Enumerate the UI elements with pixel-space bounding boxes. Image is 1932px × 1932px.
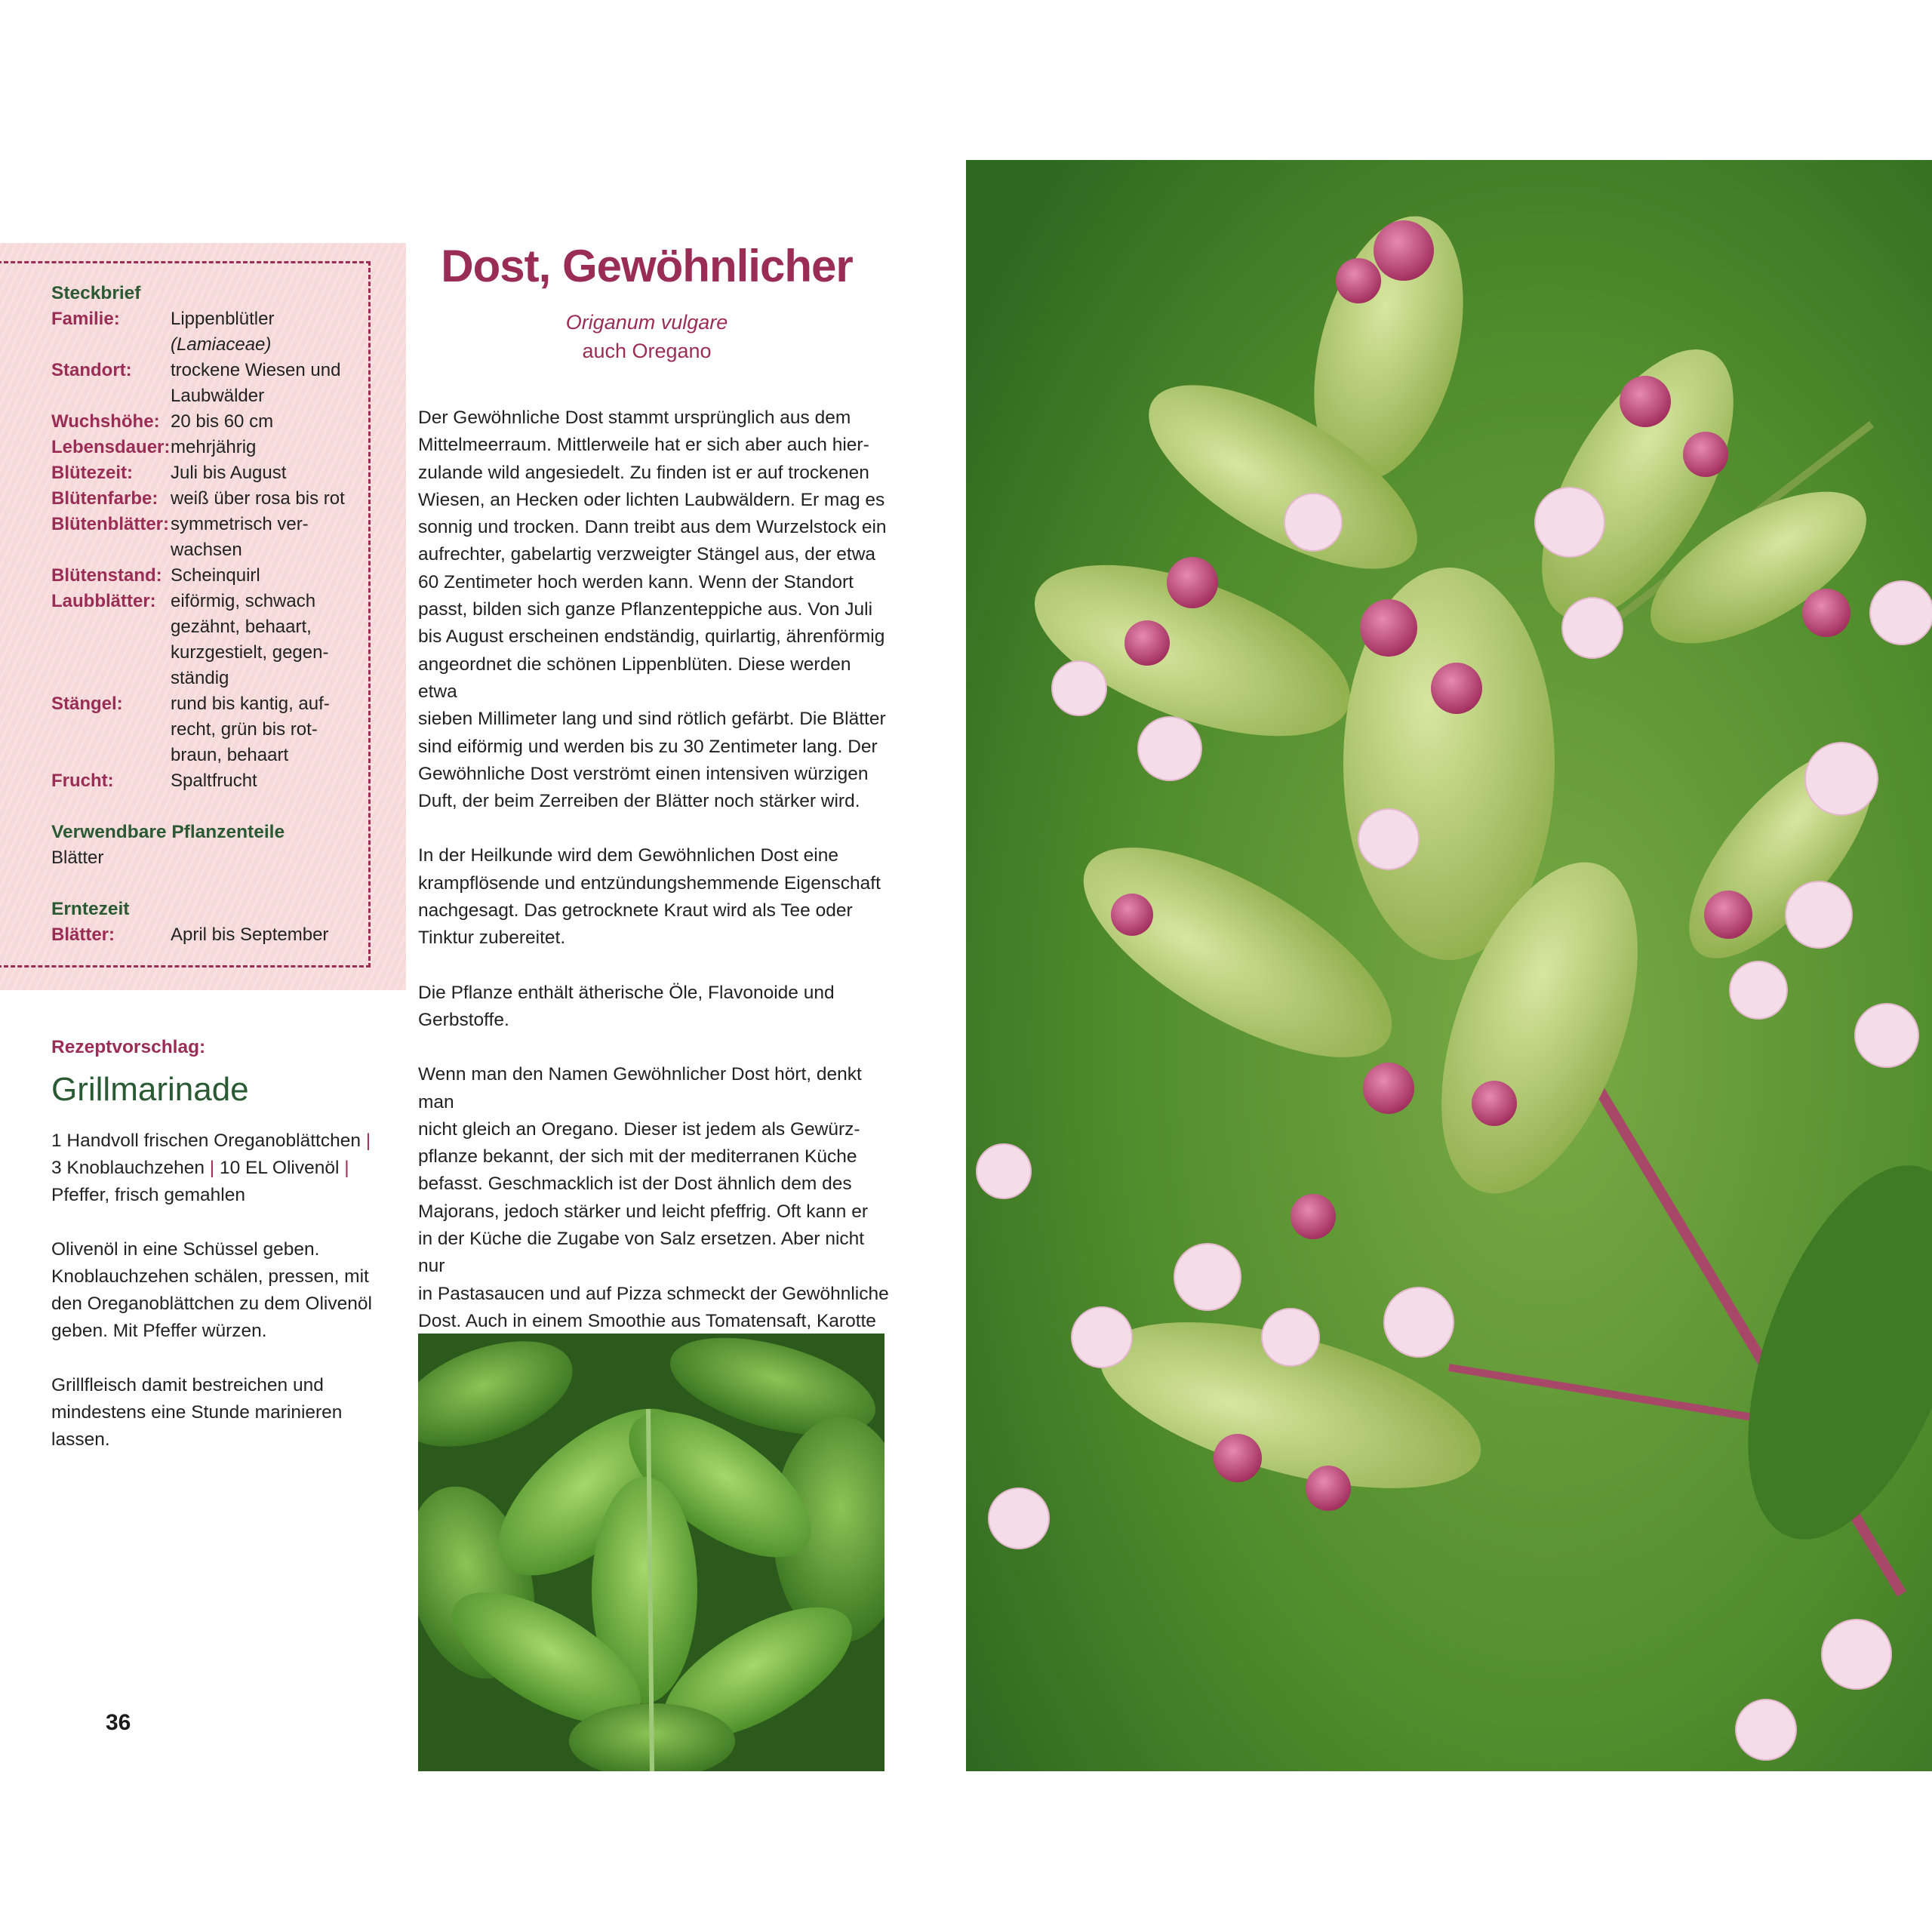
ingredient-olive-oil: 10 EL Olivenöl	[219, 1158, 340, 1178]
body-text	[418, 405, 894, 1417]
body-line: krampflösende und entzündungshemmende Eigenschaft	[418, 872, 881, 894]
fact-sheet-value-line: rund bis kantig, auf-	[171, 694, 330, 714]
fact-sheet-row	[51, 409, 368, 435]
fact-sheet-value-line: recht, grün bis rot-	[171, 719, 318, 740]
body-line: Die Pflanze enthält ätherische Öle, Flavonoide und	[418, 982, 835, 1003]
fact-sheet-value-line: 20 bis 60 cm	[171, 411, 274, 432]
harvest-title: Erntezeit	[51, 899, 130, 919]
recipe-label: Rezeptvorschlag:	[51, 1037, 206, 1057]
separator: |	[365, 1131, 371, 1151]
latin-name: Origanum vulgare	[565, 311, 728, 334]
body-line: befasst. Geschmacklich ist der Dost ähnlich dem des	[418, 1174, 852, 1195]
separator: |	[209, 1158, 215, 1178]
fact-sheet-row	[51, 306, 368, 358]
fact-sheet-value-line: gezähnt, behaart,	[171, 617, 312, 637]
fact-sheet-key: Familie:	[51, 309, 120, 329]
fact-sheet-value	[171, 691, 330, 768]
separator: |	[344, 1158, 349, 1178]
fact-sheet-key: Wuchshöhe:	[51, 411, 160, 432]
fact-sheet-value-line: trockene Wiesen und	[171, 360, 341, 380]
body-line: Majorans, jedoch stärker und leicht pfeffrig. Oft kann er	[418, 1201, 869, 1222]
fact-sheet-value	[171, 460, 286, 486]
body-line: passt, bilden sich ganze Pflanzenteppiche aus. Von Juli	[418, 599, 873, 620]
page-number: 36	[106, 1710, 131, 1735]
body-line: In der Heilkunde wird dem Gewöhnlichen Dost eine	[418, 845, 838, 866]
body-line: pflanze bekannt, der sich mit der mediterranen Küche	[418, 1146, 857, 1168]
fact-sheet-value	[171, 512, 309, 563]
body-line: Dost. Auch in einem Smoothie aus Tomatensaft, Karotte	[418, 1310, 876, 1331]
fact-sheet-value-line: Laubwälder	[171, 386, 265, 406]
oregano-leaves-photo	[418, 1334, 884, 1771]
fact-sheet-key: Laubblätter:	[51, 591, 156, 611]
body-line: Wenn man den Namen Gewöhnlicher Dost hört, denkt man	[418, 1064, 862, 1112]
body-line: bis August erscheinen endständig, quirlartig, ährenförmig	[418, 626, 885, 648]
recipe-title: Grillmarinade	[51, 1071, 249, 1108]
fact-sheet-value	[171, 435, 256, 460]
oregano-flower-photo	[966, 160, 1932, 1771]
fact-sheet-key: Lebensdauer:	[51, 437, 171, 457]
fact-sheet-key: Standort:	[51, 360, 132, 380]
fact-sheet-value-line: ständig	[171, 668, 229, 688]
fact-sheet-content	[51, 281, 368, 948]
harvest-row	[51, 922, 368, 948]
fact-sheet-rows	[51, 306, 368, 794]
fact-sheet-value-line: weiß über rosa bis rot	[171, 488, 345, 509]
fact-sheet-value	[171, 589, 328, 691]
recipe-step-1: Olivenöl in eine Schüssel geben. Knoblauchzehen schälen, pressen, mit den Oreganoblättchen zu dem Olivenöl geben. Mit Pfeffer würzen.	[51, 1239, 372, 1341]
fact-sheet-row	[51, 563, 368, 589]
body-line: Gerbstoffe.	[418, 1009, 509, 1030]
body-line: in der Küche die Zugabe von Salz ersetzen. Aber nicht nur	[418, 1229, 865, 1277]
flower-illustration	[966, 160, 1932, 1771]
paragraph-2	[418, 842, 894, 952]
ingredient-pepper: Pfeffer, frisch gemahlen	[51, 1185, 245, 1205]
body-line: sonnig und trocken. Dann treibt aus dem Wurzelstock ein	[418, 517, 887, 538]
alias-name: auch Oregano	[582, 340, 712, 362]
fact-sheet-value-line: Spaltfrucht	[171, 771, 257, 791]
ingredient-garlic: 3 Knoblauchzehen	[51, 1158, 205, 1178]
body-line: Duft, der beim Zerreiben der Blätter noch stärker wird.	[418, 791, 860, 812]
fact-sheet-row	[51, 589, 368, 691]
harvest-key: Blätter:	[51, 924, 115, 945]
fact-sheet-value-line: wachsen	[171, 540, 242, 560]
page-title: Dost, Gewöhnlicher	[441, 241, 853, 291]
ingredient-oregano: 1 Handvoll frischen Oreganoblättchen	[51, 1131, 361, 1151]
recipe-ingredients	[51, 1128, 383, 1209]
body-line: Wiesen, an Hecken oder lichten Laubwäldern. Er mag es	[418, 489, 885, 510]
fact-sheet-value-line: kurzgestielt, gegen-	[171, 642, 329, 663]
fact-sheet-value-line: (Lamiaceae)	[171, 334, 272, 355]
usable-parts-title: Verwendbare Pflanzenteile	[51, 822, 285, 842]
paragraph-1	[418, 405, 894, 815]
fact-sheet-key: Stängel:	[51, 694, 123, 714]
fact-sheet-value	[171, 409, 273, 435]
fact-sheet-value	[171, 358, 340, 409]
recipe-section	[51, 1034, 383, 1481]
body-line: Gewöhnliche Dost verströmt einen intensiven würzigen	[418, 763, 869, 784]
fact-sheet-title: Steckbrief	[51, 283, 141, 303]
harvest-value: April bis September	[171, 924, 329, 945]
paragraph-3	[418, 980, 894, 1035]
body-line: Tinktur zubereitet.	[418, 928, 566, 949]
fact-sheet-value	[171, 306, 274, 358]
fact-sheet-key: Blütenstand:	[51, 565, 162, 586]
fact-sheet-key: Blütezeit:	[51, 463, 133, 483]
body-line: Der Gewöhnliche Dost stammt ursprünglich aus dem	[418, 408, 851, 428]
body-line: nachgesagt. Das getrocknete Kraut wird als Tee oder	[418, 900, 853, 921]
fact-sheet-value-line: Scheinquirl	[171, 565, 260, 586]
leaves-illustration	[418, 1334, 884, 1771]
fact-sheet-row	[51, 460, 368, 486]
body-line: sieben Millimeter lang und sind rötlich gefärbt. Die Blätter	[418, 709, 886, 730]
fact-sheet-value	[171, 563, 260, 589]
fact-sheet-value-line: eiförmig, schwach	[171, 591, 316, 611]
fact-sheet-value-line: mehrjährig	[171, 437, 257, 457]
body-line: Mittelmeerraum. Mittlerweile hat er sich aber auch hier-	[418, 435, 869, 456]
usable-parts-value: Blätter	[51, 848, 104, 868]
fact-sheet-row	[51, 435, 368, 460]
fact-sheet-value-line: Juli bis August	[171, 463, 287, 483]
fact-sheet-key: Blütenblätter:	[51, 514, 169, 534]
fact-sheet-value-line: symmetrisch ver-	[171, 514, 309, 534]
fact-sheet-value	[171, 486, 345, 512]
recipe-step-2: Grillfleisch damit bestreichen und mindestens eine Stunde marinieren lassen.	[51, 1375, 343, 1450]
fact-sheet-key: Frucht:	[51, 771, 114, 791]
fact-sheet-row	[51, 486, 368, 512]
fact-sheet-row	[51, 691, 368, 768]
fact-sheet-key: Blütenfarbe:	[51, 488, 158, 509]
fact-sheet-value-line: braun, behaart	[171, 745, 289, 765]
fact-sheet-row	[51, 512, 368, 563]
fact-sheet-value-line: Lippenblütler	[171, 309, 275, 329]
body-line: nicht gleich an Oregano. Dieser ist jedem als Gewürz-	[418, 1118, 860, 1140]
body-line: zulande wild angesiedelt. Zu finden ist er auf trockenen	[418, 462, 869, 483]
fact-sheet-row	[51, 358, 368, 409]
body-line: in Pastasaucen und auf Pizza schmeckt der Gewöhnliche	[418, 1283, 889, 1304]
fact-sheet-value	[171, 768, 257, 794]
body-line: sind eiförmig und werden bis zu 30 Zentimeter lang. Der	[418, 736, 878, 757]
fact-sheet-row	[51, 768, 368, 794]
fact-sheet-box	[0, 243, 406, 990]
body-line: aufrechter, gabelartig verzweigter Stängel aus, der etwa	[418, 544, 876, 565]
body-line: 60 Zentimeter hoch werden kann. Wenn der Standort	[418, 571, 854, 592]
body-line: angeordnet die schönen Lippenblüten. Diese werden etwa	[418, 654, 851, 702]
